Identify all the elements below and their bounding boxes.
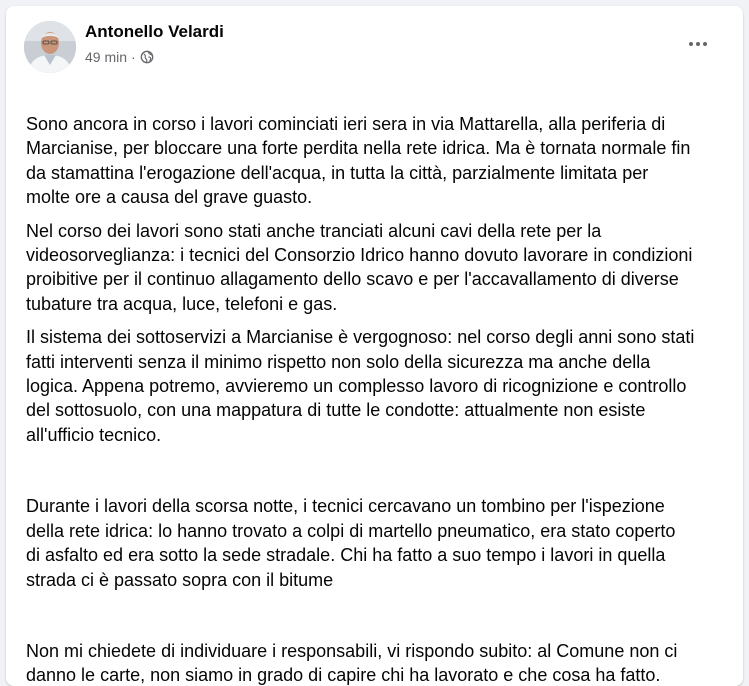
text-line: videosorveglianza: i tecnici del Consorzio Idrico hanno dovuto lavorare in condizioni (26, 245, 693, 266)
post-card (6, 6, 743, 686)
text-line: da stamattina l'erogazione dell'acqua, in tutta la città, parzialmente limitata per (26, 162, 649, 183)
post-paragraph (26, 325, 731, 447)
text-line: Marcianise, per bloccare una forte perdita nella rete idrica. Ma è tornata normale fin (26, 138, 691, 159)
timestamp[interactable]: 49 min (85, 49, 128, 65)
text-line: fatti interventi senza il minimo rispetto non solo della sicurezza ma anche della (26, 351, 651, 372)
text-line: Durante i lavori della scorsa notte, i tecnici cercavano un tombino per l'ispezione (26, 496, 665, 517)
text-line: proibitive per il continuo allagamento dello scavo e per l'accavallamento di diverse (26, 269, 679, 290)
text-line: logica. Appena potremo, avvieremo un complesso lavoro di ricognizione e controllo (26, 376, 687, 397)
text-line: Non mi chiedete di individuare i responsabili, vi rispondo subito: al Comune non ci (26, 640, 678, 661)
post-paragraph (26, 219, 731, 317)
post-text (26, 112, 731, 686)
text-line: danno le carte, non siamo in grado di capire chi ha lavorato e che cosa ha fatto. (26, 665, 661, 686)
text-line: della rete idrica: lo hanno trovato a colpi di martello pneumatico, era stato coperto (26, 520, 676, 541)
text-line: di asfalto ed era sotto la sede stradale. Chi ha fatto a suo tempo i lavori in quella (26, 545, 666, 566)
text-line: del sottosuolo, con una mappatura di tutte le condotte: attualmente non esiste (26, 400, 646, 421)
text-line: tubature tra acqua, luce, telefoni e gas. (26, 293, 338, 314)
text-line: Il sistema dei sottoservizi a Marcianise è vergognoso: nel corso degli anni sono stati (26, 327, 695, 348)
text-line: all'ufficio tecnico. (26, 424, 162, 445)
meta-separator: · (131, 49, 136, 65)
text-line: Sono ancora in corso i lavori cominciati ieri sera in via Mattarella, alla periferia di (26, 114, 666, 134)
post-paragraph (26, 112, 731, 210)
avatar[interactable] (24, 21, 76, 73)
text-line: molte ore a causa del grave guasto. (26, 187, 313, 208)
author-name[interactable]: Antonello Velardi (85, 22, 224, 41)
text-line: strada ci è passato sopra con il bitume (26, 569, 334, 590)
text-line: Nel corso dei lavori sono stati anche tranciati alcuni cavi della rete per la (26, 220, 602, 241)
avatar-image (24, 21, 76, 73)
post-paragraph (26, 639, 731, 686)
globe-icon[interactable] (140, 50, 154, 64)
post-paragraph (26, 494, 731, 592)
post-meta (85, 49, 154, 65)
more-options-button[interactable] (678, 28, 718, 60)
post-header (6, 6, 743, 86)
more-horizontal-icon (689, 42, 707, 46)
